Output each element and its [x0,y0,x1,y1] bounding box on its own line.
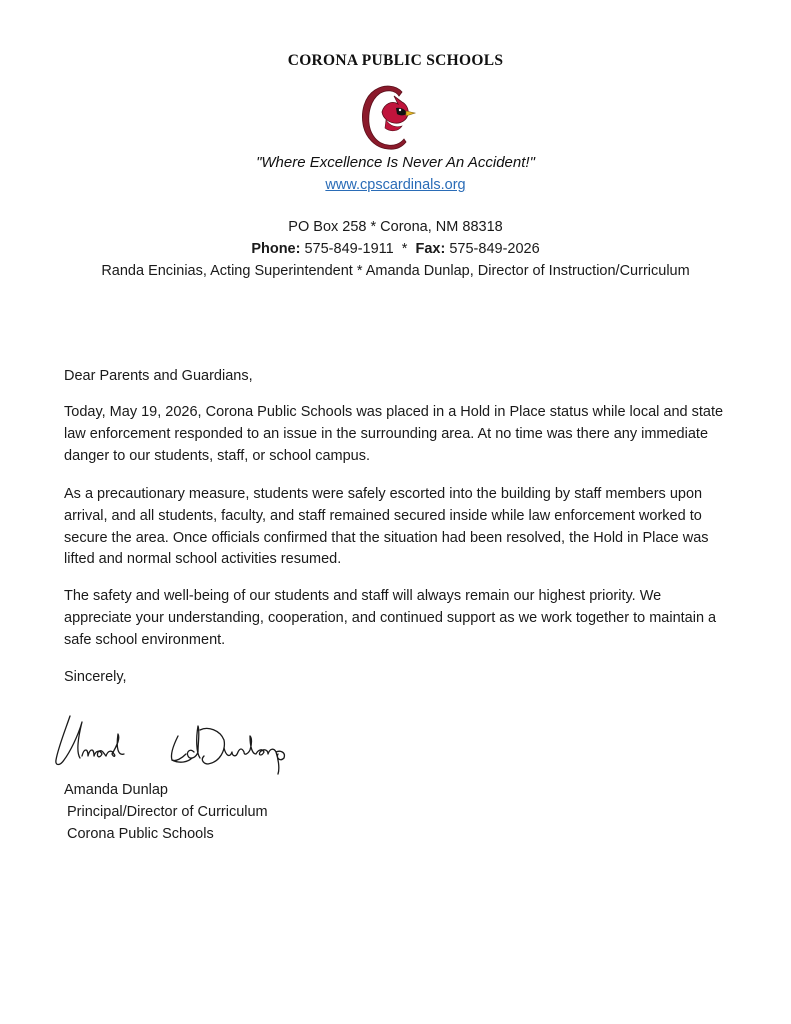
closing: Sincerely, [64,669,127,685]
paragraph-3: The safety and well-being of our students and staff will always remain our highest priority. We appreciate your understanding, cooperation, and continued support as we work together to maintain a safe school environment. [64,588,717,648]
postal-address: PO Box 258 * Corona, NM 88318 [288,219,503,235]
phone-number: 575-849-1911 [304,241,394,257]
fax-label: Fax: [415,241,446,257]
signer-name: Amanda Dunlap [64,782,168,798]
staff-line: Randa Encinias, Acting Superintendent * Amanda Dunlap, Director of Instruction/Curriculum [101,263,690,279]
handwritten-signature-icon [48,708,308,780]
school-name: CORONA PUBLIC SCHOOLS [287,52,504,69]
school-motto: "Where Excellence Is Never An Accident!" [256,154,535,171]
phone-fax-separator: * [401,241,408,257]
signer-title: Principal/Director of Curriculum [67,804,268,820]
paragraph-2: As a precautionary measure, students were safely escorted into the building by staff members upon arrival, and all students, faculty, and staff remained secured inside while law enforcement worked to secure the area. Once officials confirmed that the situation had been resolved, the Hold in Place was lifted and normal school activities resumed. [64,486,709,568]
cardinal-c-logo-icon [358,82,418,152]
phone-fax-line [0,241,791,257]
phone-label: Phone: [251,241,301,257]
signature-block [64,779,268,845]
signer-organization: Corona Public Schools [67,826,214,842]
salutation: Dear Parents and Guardians, [64,368,253,384]
website-link[interactable]: www.cpscardinals.org [325,177,466,193]
website [0,177,791,193]
fax-number: 575-849-2026 [449,241,540,257]
paragraph-1: Today, May 19, 2026, Corona Public Schools was placed in a Hold in Place status while local and state law enforcement responded to an issue in the surrounding area. At no time was there any immediate danger to our students, staff, or school campus. [64,404,724,464]
